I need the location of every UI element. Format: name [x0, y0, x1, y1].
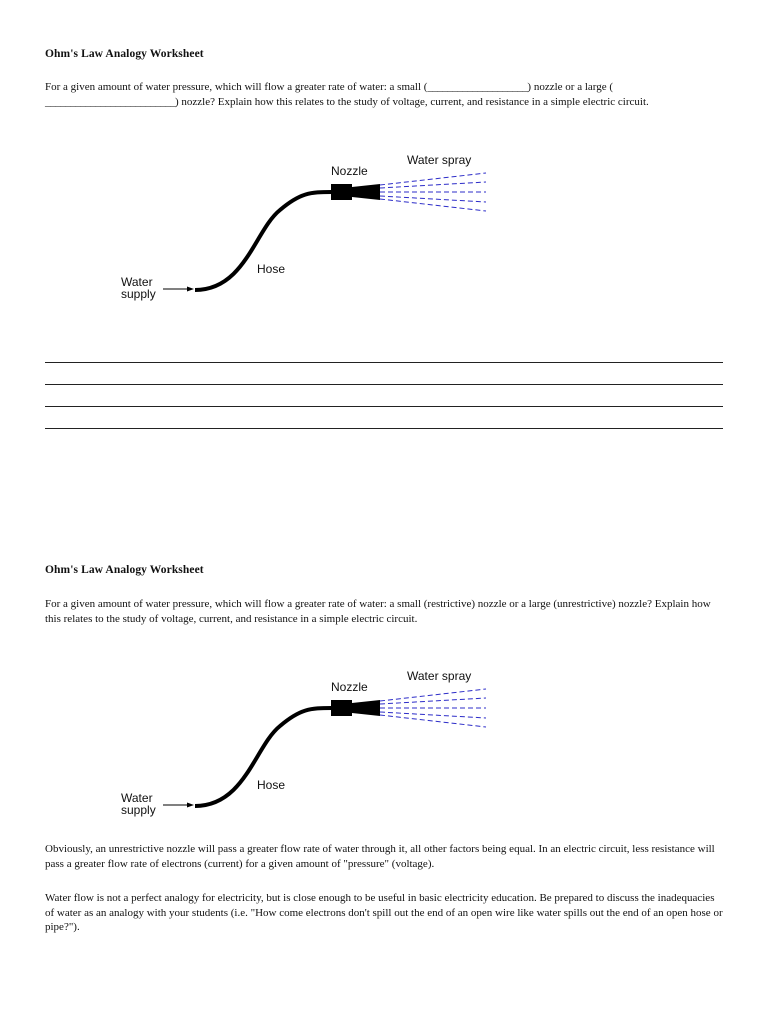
hose-nozzle-diagram-answer: [110, 661, 500, 821]
nozzle-tip: [352, 700, 380, 716]
nozzle-label: Nozzle: [331, 680, 368, 694]
arrow-icon: [187, 287, 194, 292]
answer-line[interactable]: [45, 362, 723, 363]
water-spray-label: Water spray: [407, 669, 472, 683]
water-spray-label: Water spray: [407, 153, 472, 167]
water-supply-label-line2: supply: [121, 803, 156, 817]
nozzle-body: [331, 184, 352, 200]
nozzle-tip: [352, 184, 380, 200]
nozzle-body: [331, 700, 352, 716]
question-text-part3: ) nozzle? Explain how this relates to the study of voltage, current, and resistance in a simple electric circuit.: [175, 95, 649, 108]
water-spray-lines: [380, 689, 486, 727]
answer-key-question: For a given amount of water pressure, which will flow a greater rate of water: a small (restrictive) nozzle or a large (unrestrictive) nozzle? Explain how this relates to the study of voltage, current, and resistance in a simple electric circuit.: [45, 598, 711, 625]
blank-small-nozzle[interactable]: ____________________: [427, 81, 528, 93]
answer-line[interactable]: [45, 428, 723, 429]
arrow-icon: [187, 803, 194, 808]
answer-line[interactable]: [45, 406, 723, 407]
blank-large-nozzle[interactable]: __________________________: [45, 95, 175, 108]
nozzle-label: Nozzle: [331, 164, 368, 178]
question-text-part2: ) nozzle or a large (: [527, 81, 614, 93]
answer-paragraph-1: Obviously, an unrestrictive nozzle will pass a greater flow rate of water through it, all other factors being equal. In an electric circuit, less resistance will pass a greater flow rate of electrons (current) for a given amount of "pressure" (voltage).: [45, 843, 715, 870]
hose-label: Hose: [257, 262, 286, 276]
water-supply-label-line1: Water: [121, 791, 153, 805]
hose-label: Hose: [257, 778, 286, 792]
water-supply-label-line2: supply: [121, 287, 156, 301]
answer-paragraph-2: Water flow is not a perfect analogy for electricity, but is close enough to be useful in basic electricity education. Be prepared to discuss the inadequacies of water as an analogy with your students (i.e. "How come electrons don't spill out the end of an open wire like water spills out the end of an open hose or pipe?").: [45, 892, 723, 933]
answer-key-title: Ohm's Law Analogy Worksheet: [45, 564, 204, 576]
hose-nozzle-diagram: [110, 145, 500, 305]
worksheet-title: Ohm's Law Analogy Worksheet: [45, 48, 204, 60]
question-text-part1: For a given amount of water pressure, which will flow a greater rate of water: a small (: [45, 81, 428, 93]
water-supply-label-line1: Water: [121, 275, 153, 289]
worksheet-question: [45, 80, 725, 109]
water-spray-lines: [380, 173, 486, 211]
answer-line[interactable]: [45, 384, 723, 385]
